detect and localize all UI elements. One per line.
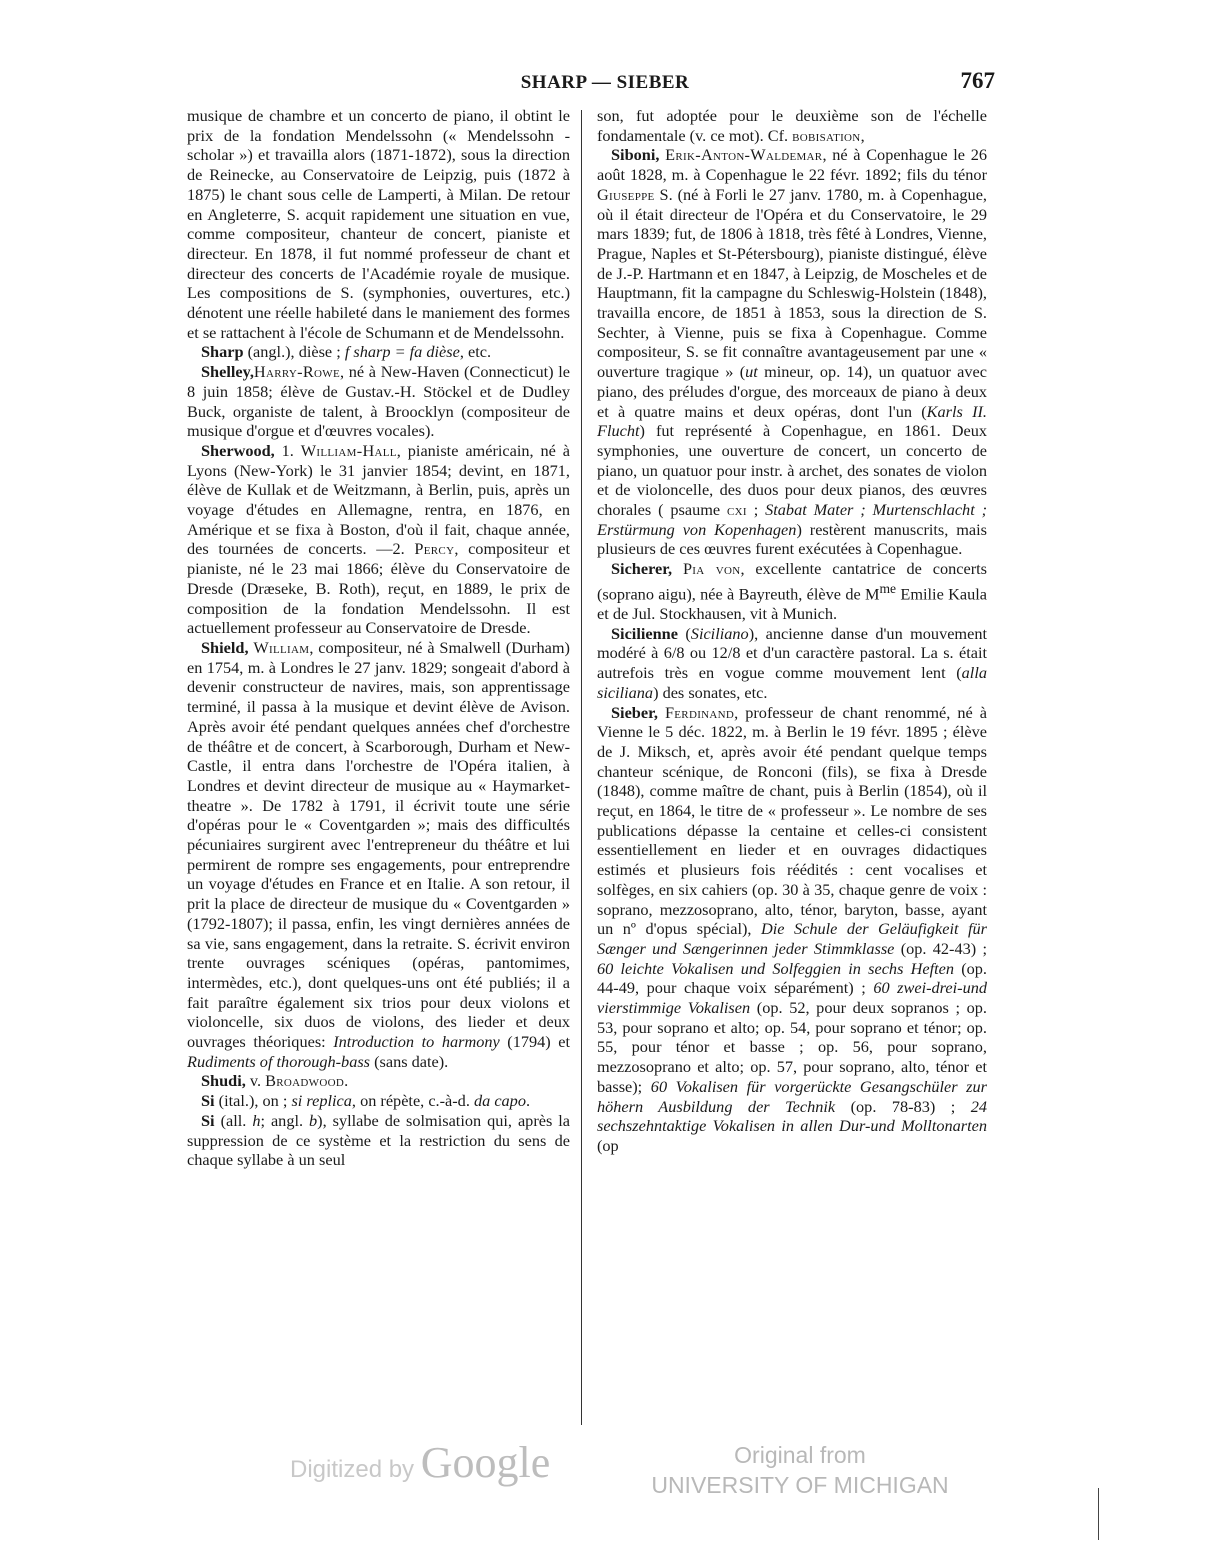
entry-text: (ital.), on ;: [214, 1091, 292, 1111]
left-column: [187, 106, 570, 1170]
entry-text: ) des sonates, etc.: [653, 682, 768, 702]
entry-text: (sans date).: [370, 1051, 449, 1071]
running-header: SHARP — SIEBER: [520, 72, 690, 93]
entry-text: ), ancienne danse d'un mouvement modéré à 6/8 ou 12/8 et d'un caractère pastoral. La s. était autrefois très en vogue comme mouvement lent (: [597, 623, 987, 683]
entry-smallcaps: cxi: [727, 500, 747, 520]
entry-forename: Giuseppe: [597, 184, 655, 204]
entry-text: v.: [245, 1071, 266, 1091]
entry-text: 1.: [274, 440, 301, 460]
entry-text: ; angl.: [260, 1110, 310, 1130]
entry-text: , professeur de chant renommé, né à Vienne le 5 déc. 1822, m. à Berlin le 19 févr. 1895 ; élève de J. Miksch, et, après avoir été pendant quelque temps chanteur scénique, de Ronconi (fils), se fixa à Dresde (1848), comme maître de chant, puis à Berlin (1854), où il reçut, en 1864, le titre de « professeur ». Le nombre de ses publications dépasse la centaine et celles-ci consistent essentiellement en lieder et en ouvrages didactiques estimés et plusieurs fois réédités : cent vocalises et solfèges, en six cahiers (op. 30 à 35, chaque genre de voix : soprano, mezzosoprano, alto, ténor, baryton, basse, ayant un nº d'opus spécial),: [597, 702, 988, 939]
entry-text: ) fut représenté à Copenhague, en 1861. Deux symphonies, une ouverture de concert, un concerto de piano, un quatuor pour instr. à archet, des sonates de violon et de violoncelle, des duos pour deux pianos, des œuvres chorales ( psaume: [597, 421, 987, 520]
entry-italic: Karls II. Flucht: [597, 401, 987, 441]
entry-text: , compositeur, né à Smalwell (Durham) en 1754, m. à Londres le 27 janv. 1829; songeait d'abord à devenir constructeur de navires, mais, son apprentissage terminé, il passa à la musique et devint élève de Avison. Après avoir été pendant quelques années chef d'orchestre de théâtre et de concert, à Scarborough, Durham et New-Castle, il entra dans l'orchestre de l'Opéra italien, à Londres et devint directeur de musique au « Haymarket-theatre ». De 1782 à 1791, il écrivit toute une série d'opéras pour le « Coventgarden »; mais des difficultés pécuniaires surgirent avec l'entrepreneur du théâtre et lui permirent de rompre ses engagements, pour entreprendre un voyage d'études en France et en Italie. A son retour, il prit la place de directeur de musique du « Coventgarden » (1792-1807); il passa, enfin, les vingt dernières années de sa vie, sans engagement, dans la retraite. S. écrivit environ trente ouvrages scéniques (opéras, pantomimes, intermèdes, etc.), dont quelques-uns ont été publiés; il a fait paraître également six trios pour deux violons et violoncelle, six duos de violons, des lieder et deux ouvrages théoriques:: [187, 637, 570, 1052]
headword: Shudi,: [201, 1071, 246, 1091]
entry-italic: 24 sechszehntaktige Vokalisen in allen Dur-und Molltonarten: [597, 1096, 988, 1136]
entry-forename: Pia von: [682, 559, 741, 579]
entry-forename: William: [253, 637, 310, 657]
entry-text: , excellente cantatrice de concerts (soprano aigu), née à Bayreuth, élève de M: [597, 559, 987, 604]
headword: Sicherer,: [611, 559, 673, 579]
headword: Si: [201, 1110, 215, 1130]
entry-superscript: me: [879, 580, 897, 596]
entry-text: .: [525, 1091, 531, 1111]
entry-text: ;: [746, 500, 766, 520]
university-label: UNIVERSITY OF MICHIGAN: [651, 1472, 949, 1498]
entry-siboni: [597, 145, 987, 559]
entry-text: .: [344, 1071, 349, 1091]
original-from-watermark: [650, 1440, 950, 1500]
entry-text: , etc.: [459, 342, 492, 362]
entry-sherwood: [187, 441, 570, 638]
entry-text: (op. 78-83) ;: [835, 1096, 971, 1116]
headword: Sharp: [201, 342, 244, 362]
digitized-label: Digitized by: [290, 1456, 415, 1483]
entry-si-italian: [187, 1091, 570, 1111]
headword: Sherwood,: [201, 440, 275, 460]
entry-forename: Ferdinand: [664, 702, 735, 722]
headword: Sieber,: [611, 702, 658, 722]
headword: Sicilienne: [611, 623, 678, 643]
entry-text: , pianiste américain, né à Lyons (New-York) le 31 janvier 1854; devint, en 1871, élève de Kullak et de Weitzmann, à Berlin, puis, après un voyage d'études en Allemagne, rentra, en 1876, en Amérique et se fixa à Boston, d'où il fait, chaque année, des tournées de concerts. —2.: [187, 440, 570, 559]
entry-text: (angl.), dièse ;: [243, 342, 345, 362]
original-from-label: Original from: [734, 1442, 866, 1468]
google-logo: Google: [420, 1438, 551, 1487]
entry-sicherer: [597, 559, 987, 624]
entry-text: ,: [860, 125, 865, 145]
headword: Shield,: [201, 637, 249, 657]
entry-italic: f sharp = fa dièse: [344, 342, 460, 362]
headword: Siboni,: [611, 145, 660, 165]
entry-text: (op. 42-43) ;: [894, 938, 987, 958]
headword: Shelley,: [201, 362, 254, 382]
entry-text: mineur, op. 14), un quatuor avec piano, des préludes d'orgue, des morceaux de piano à deux et à quatre mains et deux opéras, dont l'un (: [597, 362, 988, 421]
entry-italic: da capo: [473, 1091, 526, 1111]
entry-text: , on répète, c.-à-d.: [351, 1091, 474, 1111]
entry-text: Emilie Kaula et de Jul. Stockhausen, vit à Munich.: [597, 584, 987, 623]
entry-text: , compositeur et pianiste, né le 23 mai 1866; élève du Conservatoire de Dresde (Dræseke, B. Roth), reçut, en 1889, le prix de composition de la fondation Mendelssohn. Il est actuellement professeur au Conservatoire de Dresde.: [187, 539, 570, 638]
entry-text: (1794) et: [499, 1032, 570, 1052]
entry-italic: b: [309, 1110, 318, 1130]
entry-text: ), syllabe de solmisation qui, après la suppression de ce système et la restriction du sens de chaque syllabe à un seul: [187, 1110, 571, 1170]
entry-italic: Rudiments of thorough-bass: [187, 1051, 371, 1071]
entry-italic: Stabat Mater ; Murtenschlacht ; Erstürmung von Kopenhagen: [597, 500, 988, 539]
entry-forename: Harry-Rowe: [253, 362, 340, 382]
entry-shield: [187, 638, 570, 1071]
entry-text: son, fut adoptée pour le deuxième son de l'échelle fondamentale (v. ce mot). Cf.: [597, 106, 987, 145]
entry-text: , né à Copenhague le 26 août 1828, m. à Copenhague le 22 févr. 1892; fils du ténor: [597, 145, 987, 185]
entry-forename: Erik-Anton-Waldemar: [665, 145, 823, 165]
entry-italic: si replica: [291, 1091, 352, 1111]
entry-text: (: [677, 623, 691, 643]
entry-italic: 60 leichte Vokalisen und Solfeggien in sechs Heften: [597, 958, 955, 978]
headword: Si: [201, 1091, 215, 1111]
entry-text: (op. 44-49, pour chaque voix séparément) ;: [597, 958, 987, 998]
entry-italic: 60 zwei-drei-und vierstimmige Vokalisen: [597, 978, 987, 1018]
entry-text: , né à New-Haven (Connecticut) le 8 juin 1858; élève de Gustav.-H. Stöckel et de Dudley Buck, organiste de talent, à Broocklyn (compositeur de musique d'orgue et d'œuvres vocales).: [187, 362, 570, 441]
entry-italic: h: [252, 1110, 261, 1130]
entry-text: ) restèrent manuscrits, mais plusieurs de ces œuvres furent exécutées à Copenhague.: [597, 519, 987, 559]
entry-si-syllable: [187, 1111, 570, 1170]
entry-italic: alla siciliana: [597, 663, 987, 702]
entry-sharp: [187, 342, 570, 362]
entry-forename: Percy: [414, 539, 455, 559]
continued-paragraph: musique de chambre et un concerto de piano, il obtint le prix de la fondation Mendelssohn (« Mendelssohn - scholar ») et travailla alors (1871-1872), sous la direction de Reinecke, au Conservatoire de Leipzig, puis (1872 à 1875) le chant sous celle de Lamperti, à Milan. De retour en Angleterre, S. acquit rapidement une situation en vue, comme compositeur, chanteur de concert, pianiste et directeur. En 1878, il fut nommé professeur de chant et directeur des concerts de l'Académie royale de musique. Les compositions de S. (symphonies, ouvertures, etc.) dénotent une réelle habileté dans le maniement des formes et se rattachent à l'école de Schumann et de Mendelssohn.: [187, 106, 570, 342]
entry-text: (all.: [214, 1110, 253, 1130]
entry-shudi: [187, 1071, 570, 1091]
entry-italic: ut: [745, 362, 758, 382]
entry-italic: Siciliano: [690, 623, 749, 643]
column-divider: [581, 110, 582, 1425]
entry-italic: Introduction to harmony: [333, 1032, 500, 1052]
page-number: 767: [960, 68, 995, 93]
entry-crossref: Broadwood: [265, 1071, 345, 1091]
entry-shelley: [187, 362, 570, 441]
entry-sieber: [597, 703, 987, 1156]
entry-italic: Die Schule der Geläufigkeit für Sænger und Sængerinnen jeder Stimmklasse: [597, 919, 987, 958]
digitized-by-watermark: [290, 1437, 580, 1488]
entry-forename: William-Hall: [300, 440, 397, 460]
entry-text: (op. 52, pour deux sopranos ; op. 53, pour soprano et alto; op. 54, pour soprano et ténor; op. 55, pour ténor et basse ; op. 56, pour soprano, mezzosoprano et alto; op. 57, pour soprano, alto, ténor et basse);: [597, 998, 987, 1096]
entry-text: (op: [597, 1135, 619, 1155]
right-column: [597, 106, 987, 1156]
scan-edge-mark: [1098, 1488, 1099, 1540]
continued-paragraph: [597, 106, 987, 145]
entry-sicilienne: [597, 624, 987, 703]
entry-crossref: bobisation: [792, 125, 861, 145]
entry-italic: 60 Vokalisen für vorgerückte Gesangschüler zur höhern Ausbildung der Technik: [597, 1076, 987, 1116]
entry-text: S. (né à Forli le 27 janv. 1780, m. à Copenhague, où il était directeur de l'Opéra et du Conservatoire, le 29 mars 1839; fut, de 1806 à 1818, très fêté à Londres, Vienne, Prague, Naples et St-Pétersbourg), pianiste distingué, élève de J.-P. Hartmann et en 1847, à Leipzig, de Moscheles et de Hauptmann, fit la campagne du Schleswig-Holstein (1848), travailla encore, de 1851 à 1853, sous la direction de S. Sechter, à Vienne, puis se fixa à Copenhague. Comme compositeur, S. se fit connaître avantageusement par une « ouverture tragique » (: [597, 184, 987, 382]
